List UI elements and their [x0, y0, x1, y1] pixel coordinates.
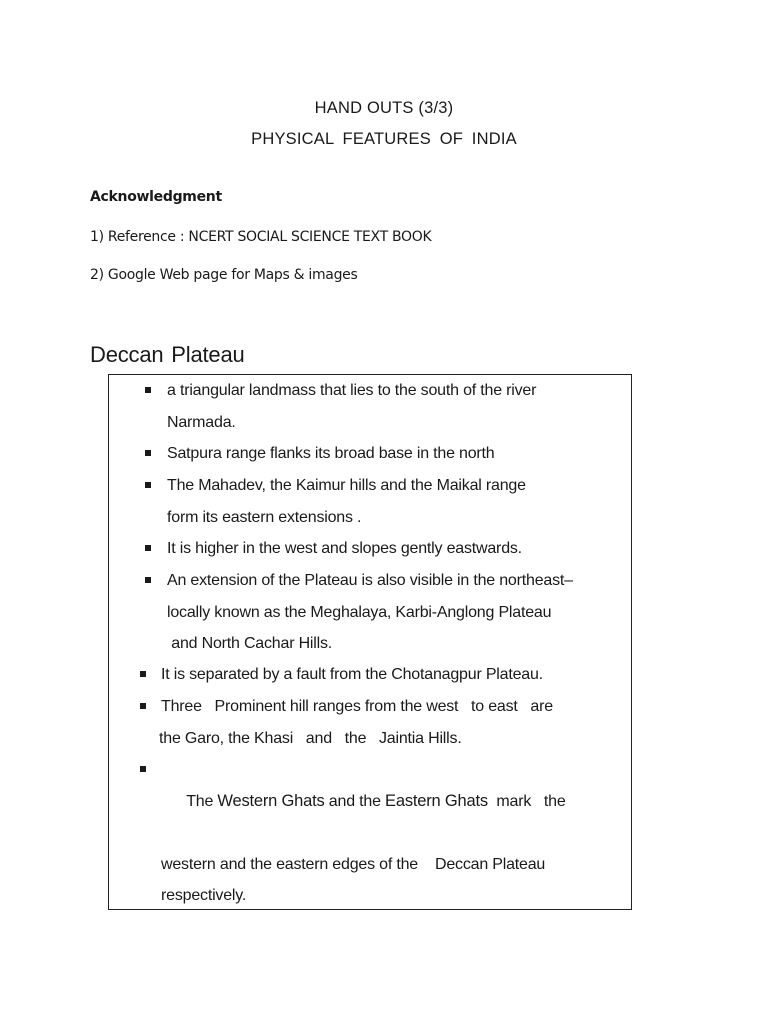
bullet-marker-icon — [140, 703, 146, 709]
handout-title: HAND OUTS (3/3) — [314, 99, 454, 117]
content-box — [108, 374, 632, 910]
bullet-item — [167, 375, 536, 438]
bullet-item — [161, 659, 543, 691]
bullet-marker-icon — [140, 671, 146, 677]
bullet-item — [161, 754, 566, 912]
bullet-marker-icon — [145, 450, 151, 456]
bullet-item — [167, 565, 573, 660]
bullet-text: mark the — [487, 792, 566, 810]
bullet-text: locally known as the Meghalaya, Karbi-Anglong Plateau — [167, 603, 552, 621]
reference-item-1: 1) Reference : NCERT SOCIAL SCIENCE TEXT BOOK — [90, 229, 432, 245]
bullet-item — [167, 438, 495, 470]
bullet-marker-icon — [140, 766, 146, 772]
bullet-text: and the — [324, 792, 386, 810]
bullet-text: western and the eastern edges of the Deccan Plateau — [161, 855, 546, 873]
bullet-text: The — [186, 792, 218, 810]
bullet-text: The Mahadev, the Kaimur hills and the Maikal range — [167, 477, 526, 494]
bullet-text: a triangular landmass that lies to the south of the river — [167, 382, 537, 399]
bullet-text: respectively. — [161, 887, 247, 905]
bullet-text: It is higher in the west and slopes gently eastwards. — [167, 540, 522, 557]
eastern-ghats-term: Eastern Ghats — [385, 791, 488, 810]
reference-item-2: 2) Google Web page for Maps & images — [90, 267, 358, 283]
acknowledgment-heading: Acknowledgment — [90, 189, 222, 205]
bullet-marker-icon — [145, 387, 151, 393]
bullet-text: It is separated by a fault from the Chotanagpur Plateau. — [161, 666, 543, 683]
bullet-text: An extension of the Plateau is also visible in the northeast– — [167, 572, 573, 589]
bullet-text: the Garo, the Khasi and the Jaintia Hills. — [159, 729, 462, 747]
bullet-marker-icon — [145, 545, 151, 551]
bullet-text: Three Prominent hill ranges from the west to east are — [161, 698, 553, 715]
bullet-text: and North Cachar Hills. — [167, 635, 333, 653]
bullet-text: form its eastern extensions . — [167, 508, 362, 526]
bullet-text: Satpura range flanks its broad base in the north — [167, 445, 495, 462]
section-heading: Deccan Plateau — [90, 342, 245, 367]
western-ghats-term: Western Ghats — [217, 791, 325, 810]
bullet-marker-icon — [145, 482, 151, 488]
handout-subtitle: PHYSICAL FEATURES OF INDIA — [251, 130, 517, 148]
bullet-text: Narmada. — [167, 413, 236, 431]
bullet-item — [167, 533, 522, 565]
bullet-item — [167, 470, 526, 533]
bullet-item — [161, 691, 553, 754]
bullet-marker-icon — [145, 577, 151, 583]
